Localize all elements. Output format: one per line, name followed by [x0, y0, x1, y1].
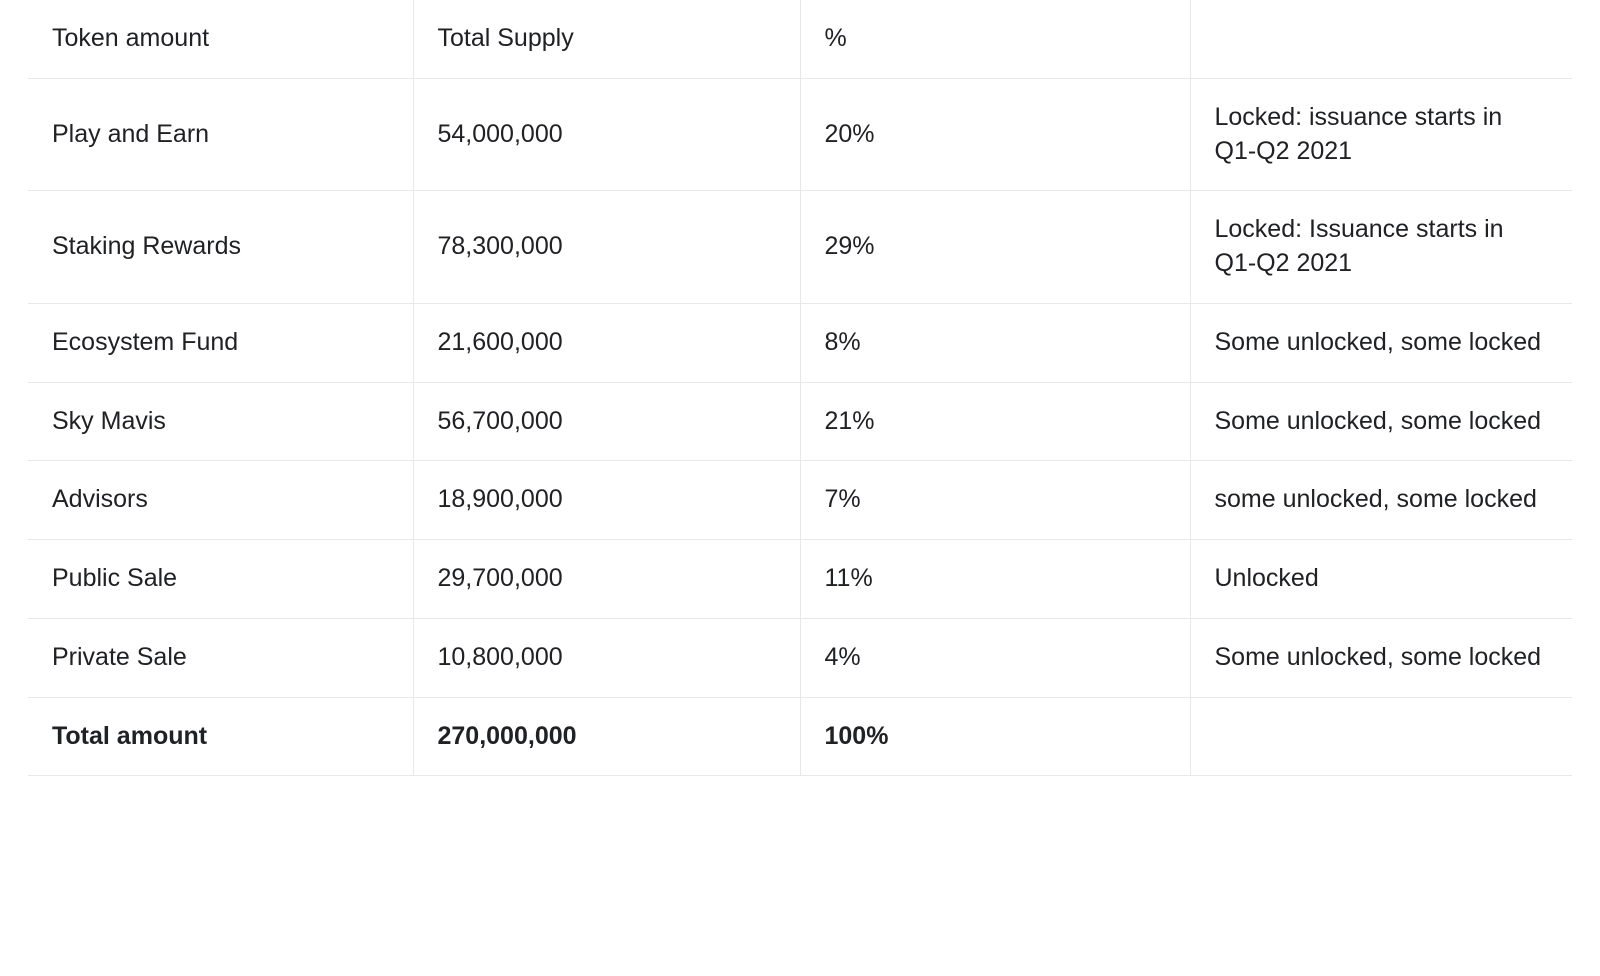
cell-total-supply: 18,900,000	[413, 461, 800, 540]
table-header	[28, 0, 1572, 78]
cell-token-name: Sky Mavis	[28, 382, 413, 461]
cell-token-name: Play and Earn	[28, 78, 413, 191]
table-body	[28, 78, 1572, 776]
cell-token-name: Advisors	[28, 461, 413, 540]
column-header-token-amount: Token amount	[28, 0, 413, 78]
cell-total-note	[1190, 697, 1572, 776]
table-row	[28, 461, 1572, 540]
table-total-row	[28, 697, 1572, 776]
cell-note	[1190, 191, 1572, 304]
cell-total-label: Total amount	[28, 697, 413, 776]
cell-percent: 7%	[800, 461, 1190, 540]
cell-note-text: Some unlocked, some locked	[1214, 406, 1542, 435]
table-row	[28, 618, 1572, 697]
cell-token-name: Public Sale	[28, 540, 413, 619]
cell-total-supply: 270,000,000	[413, 697, 800, 776]
cell-note	[1190, 461, 1572, 540]
cell-note-text: Locked: Issuance starts in Q1-Q2 2021	[1214, 215, 1504, 277]
cell-note-text: Some unlocked, some locked	[1214, 327, 1542, 356]
table-row	[28, 191, 1572, 304]
cell-total-supply: 78,300,000	[413, 191, 800, 304]
table-row	[28, 303, 1572, 382]
cell-note-text: some unlocked, some locked	[1214, 485, 1537, 514]
cell-note-text: Locked: issuance starts in Q1-Q2 2021	[1214, 102, 1503, 165]
cell-note-text: Some unlocked, some locked	[1214, 642, 1542, 671]
cell-token-name: Staking Rewards	[28, 191, 413, 304]
cell-percent: 4%	[800, 618, 1190, 697]
cell-total-percent: 100%	[800, 697, 1190, 776]
table-row	[28, 382, 1572, 461]
cell-note	[1190, 78, 1572, 191]
cell-token-name: Ecosystem Fund	[28, 303, 413, 382]
cell-total-supply: 29,700,000	[413, 540, 800, 619]
cell-percent: 8%	[800, 303, 1190, 382]
token-distribution-table	[28, 0, 1572, 776]
table-row	[28, 78, 1572, 191]
column-header-total-supply: Total Supply	[413, 0, 800, 78]
cell-total-supply: 10,800,000	[413, 618, 800, 697]
cell-percent: 29%	[800, 191, 1190, 304]
cell-note	[1190, 618, 1572, 697]
cell-token-name: Private Sale	[28, 618, 413, 697]
cell-note-text: Unlocked	[1214, 564, 1319, 592]
cell-total-supply: 21,600,000	[413, 303, 800, 382]
cell-note	[1190, 303, 1572, 382]
column-header-notes	[1190, 0, 1572, 78]
cell-percent: 20%	[800, 78, 1190, 191]
table-header-row	[28, 0, 1572, 78]
cell-percent: 21%	[800, 382, 1190, 461]
table-row	[28, 540, 1572, 619]
cell-note	[1190, 540, 1572, 619]
cell-percent: 11%	[800, 540, 1190, 619]
column-header-percent: %	[800, 0, 1190, 78]
cell-total-supply: 56,700,000	[413, 382, 800, 461]
cell-note	[1190, 382, 1572, 461]
cell-total-supply: 54,000,000	[413, 78, 800, 191]
